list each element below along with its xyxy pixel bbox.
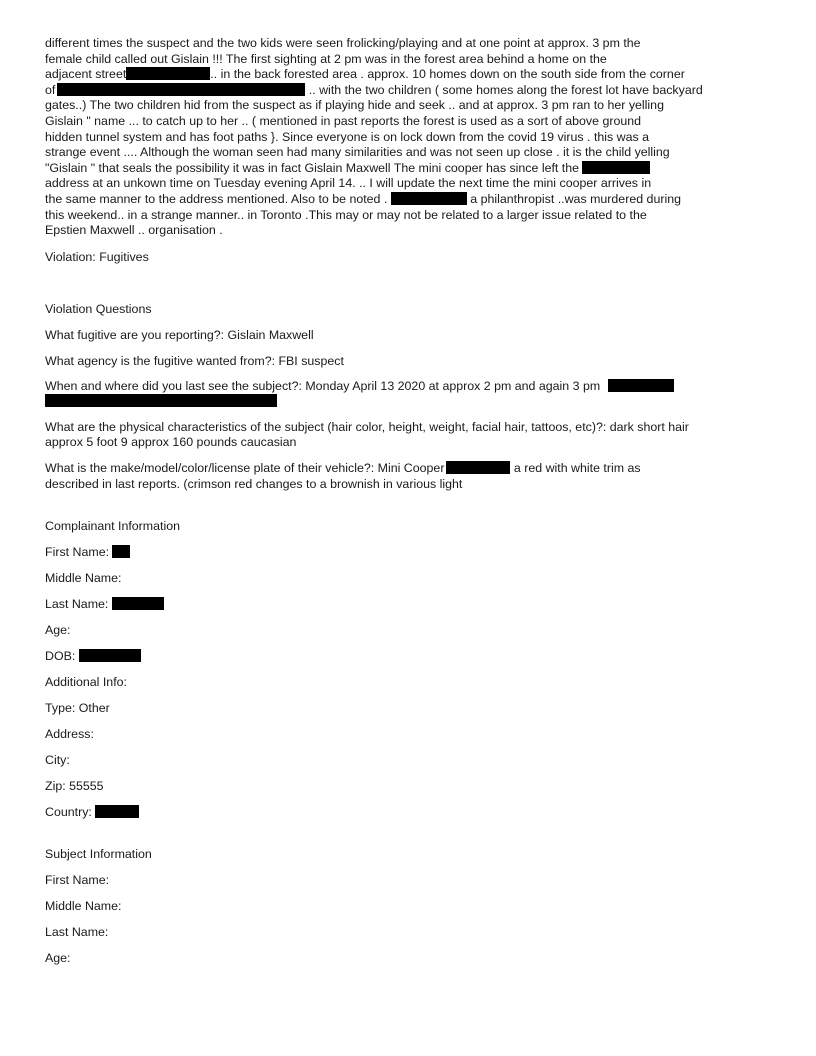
field-label: Last Name: <box>45 597 109 612</box>
question-last-seen <box>45 379 775 410</box>
question-text: described in last reports. (crimson red changes to a brownish in various light <box>45 476 463 491</box>
narrative-line <box>45 83 775 99</box>
field-label: Country: <box>45 805 92 820</box>
question-text-part: a red with white trim as <box>510 460 641 475</box>
redaction-block <box>608 379 674 392</box>
narrative-text: .. with the two children ( some homes along the forest lot have backyard <box>305 82 703 97</box>
narrative-line: hidden tunnel system and has foot paths }. Since everyone is on lock down from the covid 19 virus . this was a <box>45 129 650 144</box>
redaction-block <box>112 545 130 558</box>
redaction-block <box>582 161 650 174</box>
question-text: When and where did you last see the subject?: Monday April 13 2020 at approx 2 pm and again 3 pm <box>45 378 601 393</box>
narrative-line: gates..) The two children hid from the suspect as if playing hide and seek .. and at approx. 3 pm ran to her yelling <box>45 98 664 113</box>
complainant-city: City: <box>45 753 70 768</box>
narrative-line: female child called out Gislain !!! The first sighting at 2 pm was in the forest area behind a home on the <box>45 51 607 66</box>
narrative-line: strange event .... Although the woman seen had many similarities and was not seen up close . it is the child yelling <box>45 145 670 160</box>
narrative-text: "Gislain " that seals the possibility it was in fact Gislain Maxwell The mini cooper has since left the <box>45 160 580 175</box>
subject-last-name: Last Name: <box>45 925 109 940</box>
complainant-age: Age: <box>45 623 71 638</box>
complainant-heading: Complainant Information <box>45 519 180 534</box>
redaction-block <box>112 597 164 610</box>
narrative-line: Epstien Maxwell .. organisation . <box>45 223 223 238</box>
subject-middle-name: Middle Name: <box>45 899 122 914</box>
narrative-line <box>45 67 775 83</box>
narrative-line <box>45 192 775 208</box>
narrative-text: .. in the back forested area . approx. 10 homes down on the south side from the corner <box>210 67 685 82</box>
narrative-line: Gislain " name ... to catch up to her .. ( mentioned in past reports the forest is used as a sort of above ground <box>45 113 642 128</box>
narrative-paragraph <box>45 36 775 239</box>
narrative-line <box>45 161 775 177</box>
narrative-line: different times the suspect and the two kids were seen frolicking/playing and at one point at approx. 3 pm the <box>45 36 641 50</box>
question-vehicle <box>45 461 775 492</box>
narrative-text: of <box>45 82 56 97</box>
document-page <box>45 36 775 976</box>
question-text: approx 5 foot 9 approx 160 pounds caucasian <box>45 435 297 450</box>
redaction-block <box>57 83 305 96</box>
narrative-text: a philanthropist ..was murdered during <box>466 191 681 206</box>
field-label: DOB: <box>45 649 76 664</box>
redaction-block <box>95 805 139 818</box>
complainant-dob <box>45 648 775 674</box>
redaction-block <box>126 67 210 80</box>
narrative-text: the same manner to the address mentioned. Also to be noted . <box>45 191 388 206</box>
question-text-part: What is the make/model/color/license plate of their vehicle?: Mini Cooper <box>45 460 445 475</box>
redaction-block <box>79 649 141 662</box>
question-text: What are the physical characteristics of the subject (hair color, height, weight, facial hair, tattoos, etc)?: dark short hair <box>45 419 689 434</box>
complainant-type: Type: Other <box>45 701 110 716</box>
complainant-last-name <box>45 596 775 622</box>
question-physical-characteristics <box>45 420 775 451</box>
question-fugitive: What fugitive are you reporting?: Gislain Maxwell <box>45 327 314 342</box>
question-agency: What agency is the fugitive wanted from?: FBI suspect <box>45 353 344 368</box>
question-text <box>45 461 775 477</box>
narrative-line: this weekend.. in a strange manner.. in Toronto .This may or may not be related to a larger issue related to the <box>45 207 647 222</box>
violation-questions-heading: Violation Questions <box>45 301 152 316</box>
redaction-block <box>391 192 467 205</box>
subject-heading: Subject Information <box>45 847 152 862</box>
narrative-line: address at an unkown time on Tuesday evening April 14. .. I will update the next time the mini cooper arrives in <box>45 176 652 191</box>
complainant-middle-name: Middle Name: <box>45 571 122 586</box>
complainant-zip: Zip: 55555 <box>45 779 104 794</box>
subject-first-name: First Name: <box>45 873 110 888</box>
complainant-country <box>45 804 775 830</box>
redaction-block <box>446 461 510 474</box>
complainant-first-name <box>45 544 775 570</box>
subject-age: Age: <box>45 951 71 966</box>
narrative-text: adjacent street <box>45 67 127 82</box>
field-label: First Name: <box>45 545 110 560</box>
complainant-address: Address: <box>45 727 94 742</box>
redaction-block <box>45 394 277 407</box>
complainant-additional-info: Additional Info: <box>45 675 127 690</box>
violation-label: Violation: Fugitives <box>45 249 149 264</box>
